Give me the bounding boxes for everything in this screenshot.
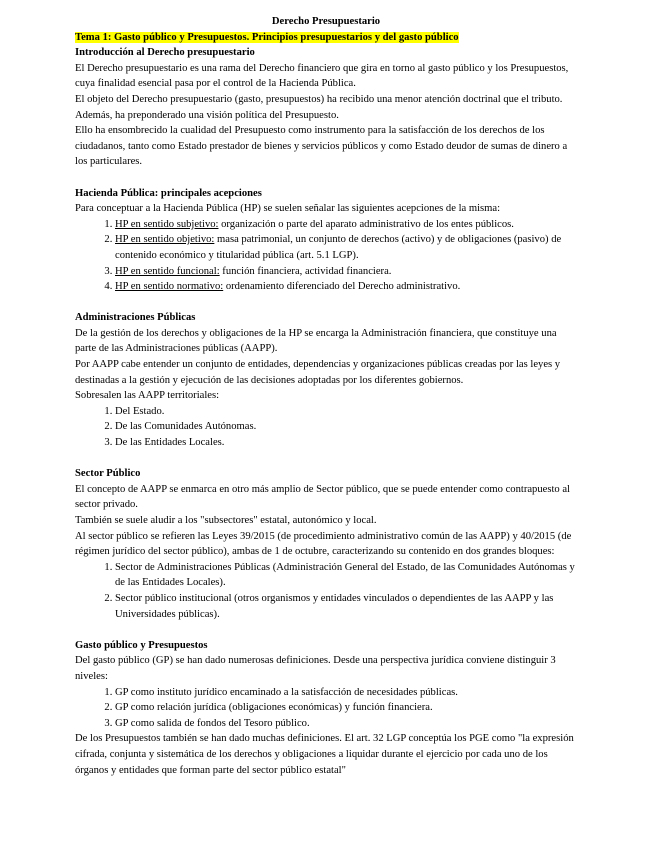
sector-paragraph: El concepto de AAPP se enmarca en otro más amplio de Sector público, que se puede entender como contrapuesto al sector privado. — [75, 483, 571, 511]
administraciones-heading: Administraciones Públicas — [75, 312, 196, 324]
intro-paragraph: Ello ha ensombrecido la cualidad del Presupuesto como instrumento para la satisfacción de los derechos de los ciudadanos, tanto como Estado prestador de bienes y servicios públicos y como Estado deudor de sumas de dinero a los particulares. — [75, 125, 568, 168]
list-item: 1. Sector de Administraciones Públicas (Administración General del Estado, de las Comunidades Autónomas y de las Entidades Locales). — [115, 560, 577, 591]
gasto-list — [75, 685, 577, 732]
sector-paragraph: Al sector público se refieren las Leyes 39/2015 (de procedimiento administrativo común de las AAPP) y 40/2015 (de régimen jurídico del sector público), ambas de 1 de octubre, caracterizando su contenido en dos grandes bloques: — [75, 530, 572, 558]
administraciones-list — [75, 404, 577, 451]
list-item — [115, 264, 577, 280]
list-item: 1. GP como instituto jurídico encaminado a la satisfacción de necesidades públicas. — [115, 685, 577, 701]
topic-heading: Tema 1: Gasto público y Presupuestos. Principios presupuestarios y del gasto público — [75, 31, 459, 43]
intro-paragraph: El objeto del Derecho presupuestario (gasto, presupuestos) ha recibido una menor atención doctrinal que el tributo. Además, ha preponderado una visión política del Presupuesto. — [75, 93, 563, 121]
spacer — [75, 622, 577, 638]
list-item-term: HP en sentido subjetivo: — [115, 218, 219, 230]
list-item: 1. Del Estado. — [115, 404, 577, 420]
list-item-term: HP en sentido objetivo: — [115, 234, 215, 246]
gasto-lead: Del gasto público (GP) se han dado numerosas definiciones. Desde una perspectiva jurídica conviene distinguir 3 niveles: — [75, 655, 556, 682]
spacer — [75, 170, 577, 186]
gasto-closing: De los Presupuestos también se han dado muchas definiciones. El art. 32 LGP conceptúa los PGE como "la expresión cifrada, conjunta y sistemática de los derechos y obligaciones a liquidar durante el ejercicio por cada uno de los órganos y entidades que forman parte del sector público estatal" — [75, 733, 574, 776]
list-item-text: organización o parte del aparato administrativo de los entes públicos. — [218, 218, 514, 230]
list-item: 2. Sector público institucional (otros organismos y entidades vinculados o dependientes de las AAPP y las Universidades públicas). — [115, 591, 577, 622]
list-item: 2. De las Comunidades Autónomas. — [115, 419, 577, 435]
administraciones-paragraph: Por AAPP cabe entender un conjunto de entidades, dependencias y organizaciones públicas creadas por las leyes y destinadas a la gestión y ejecución de las decisiones adoptadas por los diferentes gobiernos. — [75, 359, 561, 386]
list-item-text: función financiera, actividad financiera. — [219, 265, 392, 277]
list-item-text: ordenamiento diferenciado del Derecho administrativo. — [223, 281, 461, 293]
hacienda-lead: Para conceptuar a la Hacienda Pública (HP) se suelen señalar las siguientes acepciones de la misma: — [75, 203, 501, 215]
hacienda-list — [75, 217, 577, 295]
administraciones-paragraph: De la gestión de los derechos y obligaciones de la HP se encarga la Administración financiera, que constituye una parte de las Administraciones públicas (AAPP). — [75, 327, 557, 355]
hacienda-heading: Hacienda Pública: principales acepciones — [75, 187, 262, 199]
document-page — [75, 14, 577, 778]
list-item — [115, 232, 577, 263]
list-item-text: masa patrimonial, un conjunto de derechos (activo) y de obligaciones (pasivo) de contenido económico y titularidad pública (art. 5.1 LGP). — [115, 234, 562, 261]
list-item: 3. GP como salida de fondos del Tesoro público. — [115, 716, 577, 732]
sector-heading: Sector Público — [75, 468, 141, 480]
spacer — [75, 295, 577, 311]
gasto-heading: Gasto público y Presupuestos — [75, 639, 208, 651]
list-item: 2. GP como relación jurídica (obligaciones económicas) y función financiera. — [115, 700, 577, 716]
list-item — [115, 279, 577, 295]
sector-paragraph: También se suele aludir a los "subsectores" estatal, autonómico y local. — [75, 515, 377, 526]
topic-heading-line — [75, 30, 577, 46]
sector-list — [75, 560, 577, 622]
list-item: 3. De las Entidades Locales. — [115, 435, 577, 451]
intro-heading: Introducción al Derecho presupuestario — [75, 47, 255, 59]
intro-paragraph: El Derecho presupuestario es una rama del Derecho financiero que gira en torno al gasto público y los Presupuestos, cuya finalidad esencial pasa por el control de la Hacienda Pública. — [75, 62, 569, 90]
list-item-term: HP en sentido normativo: — [115, 281, 224, 293]
document-title: Derecho Presupuestario — [271, 16, 381, 27]
spacer — [75, 451, 577, 467]
list-item-term: HP en sentido funcional: — [115, 265, 220, 277]
administraciones-paragraph: Sobresalen las AAPP territoriales: — [75, 390, 220, 402]
list-item — [115, 217, 577, 233]
